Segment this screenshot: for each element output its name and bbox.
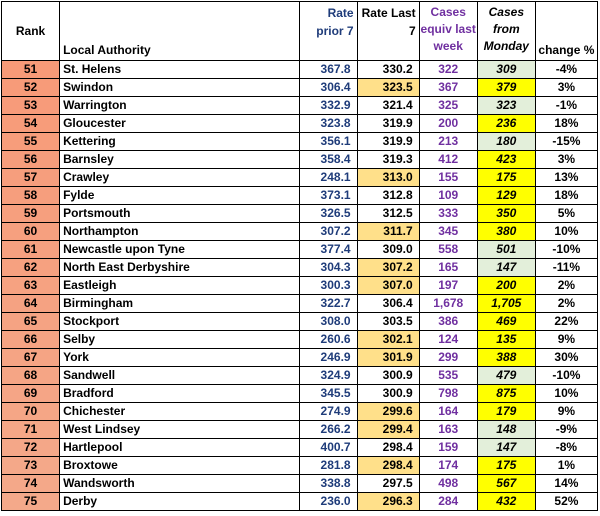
cases-equiv-cell: 386 <box>419 313 477 331</box>
rank-cell: 73 <box>2 457 60 475</box>
rate-last-cell: 330.2 <box>357 61 419 79</box>
cases-equiv-cell: 200 <box>419 115 477 133</box>
local-authority-cell: Portsmouth <box>60 205 300 223</box>
cases-monday-cell: 1,705 <box>477 295 535 313</box>
rate-prior-cell: 358.4 <box>300 151 357 169</box>
header-cases-equiv-line3: week <box>433 39 463 53</box>
local-authority-cell: Newcastle upon Tyne <box>60 241 300 259</box>
change-cell: 10% <box>535 385 597 403</box>
table-row <box>2 331 598 349</box>
rank-cell: 66 <box>2 331 60 349</box>
cases-monday-cell: 175 <box>477 169 535 187</box>
table-row <box>2 115 598 133</box>
rate-last-cell: 298.4 <box>357 439 419 457</box>
cases-equiv-cell: 498 <box>419 475 477 493</box>
change-cell: -10% <box>535 241 597 259</box>
rank-cell: 63 <box>2 277 60 295</box>
cases-equiv-cell: 159 <box>419 439 477 457</box>
cases-monday-cell: 236 <box>477 115 535 133</box>
local-authority-cell: Swindon <box>60 79 300 97</box>
rank-cell: 69 <box>2 385 60 403</box>
table-row <box>2 223 598 241</box>
rank-cell: 67 <box>2 349 60 367</box>
rate-prior-cell: 248.1 <box>300 169 357 187</box>
cases-monday-cell: 567 <box>477 475 535 493</box>
cases-equiv-cell: 558 <box>419 241 477 259</box>
change-cell: 3% <box>535 79 597 97</box>
local-authority-cell: Gloucester <box>60 115 300 133</box>
rank-cell: 75 <box>2 493 60 511</box>
rank-cell: 52 <box>2 79 60 97</box>
cases-equiv-cell: 124 <box>419 331 477 349</box>
rank-cell: 60 <box>2 223 60 241</box>
header-row <box>2 2 598 61</box>
rank-cell: 72 <box>2 439 60 457</box>
rate-last-cell: 311.7 <box>357 223 419 241</box>
cases-monday-cell: 180 <box>477 133 535 151</box>
header-cases-monday-line3: Monday <box>483 39 529 53</box>
table-row <box>2 277 598 295</box>
cases-equiv-cell: 155 <box>419 169 477 187</box>
rate-last-cell: 323.5 <box>357 79 419 97</box>
cases-equiv-cell: 284 <box>419 493 477 511</box>
rate-last-cell: 300.9 <box>357 385 419 403</box>
cases-monday-cell: 175 <box>477 457 535 475</box>
local-authority-cell: Sandwell <box>60 367 300 385</box>
cases-monday-cell: 469 <box>477 313 535 331</box>
cases-equiv-cell: 1,678 <box>419 295 477 313</box>
local-authority-cell: Eastleigh <box>60 277 300 295</box>
table-row <box>2 97 598 115</box>
local-authority-cell: West Lindsey <box>60 421 300 439</box>
header-cases-monday <box>477 2 535 61</box>
cases-monday-cell: 129 <box>477 187 535 205</box>
header-rate-prior-line2: prior 7 <box>316 24 354 38</box>
rank-cell: 70 <box>2 403 60 421</box>
cases-monday-cell: 323 <box>477 97 535 115</box>
cases-equiv-cell: 164 <box>419 403 477 421</box>
cases-equiv-cell: 798 <box>419 385 477 403</box>
rate-prior-cell: 323.8 <box>300 115 357 133</box>
rate-last-cell: 299.4 <box>357 421 419 439</box>
change-cell: 18% <box>535 115 597 133</box>
header-rank: Rank <box>2 2 60 61</box>
local-authority-cell: Barnsley <box>60 151 300 169</box>
rate-prior-cell: 326.5 <box>300 205 357 223</box>
cases-equiv-cell: 163 <box>419 421 477 439</box>
table-row <box>2 475 598 493</box>
change-cell: 1% <box>535 457 597 475</box>
change-cell: -9% <box>535 421 597 439</box>
header-rate-prior-line1: Rate <box>327 6 354 20</box>
rate-prior-cell: 322.7 <box>300 295 357 313</box>
change-cell: 18% <box>535 187 597 205</box>
change-cell: 52% <box>535 493 597 511</box>
change-cell: 30% <box>535 349 597 367</box>
rank-cell: 61 <box>2 241 60 259</box>
change-cell: 10% <box>535 223 597 241</box>
rate-prior-cell: 304.3 <box>300 259 357 277</box>
local-authority-cell: Northampton <box>60 223 300 241</box>
table-row <box>2 259 598 277</box>
rate-prior-cell: 246.9 <box>300 349 357 367</box>
rank-cell: 74 <box>2 475 60 493</box>
rate-prior-cell: 300.3 <box>300 277 357 295</box>
rank-cell: 62 <box>2 259 60 277</box>
header-local-authority: Local Authority <box>60 2 300 61</box>
table-row <box>2 295 598 313</box>
cases-equiv-cell: 345 <box>419 223 477 241</box>
local-authority-cell: North East Derbyshire <box>60 259 300 277</box>
change-cell: 14% <box>535 475 597 493</box>
table-body <box>2 61 598 511</box>
change-cell: -4% <box>535 61 597 79</box>
rate-prior-cell: 281.8 <box>300 457 357 475</box>
rate-prior-cell: 377.4 <box>300 241 357 259</box>
cases-equiv-cell: 165 <box>419 259 477 277</box>
local-authority-cell: Wandsworth <box>60 475 300 493</box>
table-row <box>2 367 598 385</box>
change-cell: -10% <box>535 367 597 385</box>
cases-monday-cell: 388 <box>477 349 535 367</box>
rate-last-cell: 309.0 <box>357 241 419 259</box>
change-cell: 5% <box>535 205 597 223</box>
rate-prior-cell: 400.7 <box>300 439 357 457</box>
rate-prior-cell: 236.0 <box>300 493 357 511</box>
cases-monday-cell: 875 <box>477 385 535 403</box>
header-cases-equiv <box>419 2 477 61</box>
rate-last-cell: 296.3 <box>357 493 419 511</box>
cases-monday-cell: 147 <box>477 439 535 457</box>
header-cases-monday-line1: Cases <box>488 5 524 19</box>
cases-monday-cell: 479 <box>477 367 535 385</box>
rank-cell: 53 <box>2 97 60 115</box>
rate-last-cell: 303.5 <box>357 313 419 331</box>
change-cell: 9% <box>535 403 597 421</box>
change-cell: 13% <box>535 169 597 187</box>
rate-last-cell: 302.1 <box>357 331 419 349</box>
table-row <box>2 79 598 97</box>
cases-equiv-cell: 109 <box>419 187 477 205</box>
local-authority-cell: Kettering <box>60 133 300 151</box>
cases-equiv-cell: 325 <box>419 97 477 115</box>
rank-cell: 54 <box>2 115 60 133</box>
cases-monday-cell: 200 <box>477 277 535 295</box>
cases-equiv-cell: 174 <box>419 457 477 475</box>
header-rate-prior <box>300 2 357 61</box>
rate-prior-cell: 373.1 <box>300 187 357 205</box>
table-row <box>2 61 598 79</box>
cases-monday-cell: 135 <box>477 331 535 349</box>
rate-prior-cell: 306.4 <box>300 79 357 97</box>
rate-prior-cell: 338.8 <box>300 475 357 493</box>
rank-cell: 56 <box>2 151 60 169</box>
local-authority-cell: Hartlepool <box>60 439 300 457</box>
local-authority-cell: Warrington <box>60 97 300 115</box>
cases-monday-cell: 309 <box>477 61 535 79</box>
change-cell: 2% <box>535 277 597 295</box>
cases-monday-cell: 423 <box>477 151 535 169</box>
change-cell: 2% <box>535 295 597 313</box>
table-row <box>2 457 598 475</box>
table-row <box>2 151 598 169</box>
local-authority-cell: Fylde <box>60 187 300 205</box>
rate-last-cell: 321.4 <box>357 97 419 115</box>
table-row <box>2 133 598 151</box>
rate-prior-cell: 266.2 <box>300 421 357 439</box>
change-cell: 9% <box>535 331 597 349</box>
local-authority-cell: York <box>60 349 300 367</box>
header-change: change % <box>535 2 597 61</box>
table-row <box>2 349 598 367</box>
table-row <box>2 187 598 205</box>
table-row <box>2 169 598 187</box>
header-cases-equiv-line1: Cases <box>430 5 466 19</box>
table-row <box>2 385 598 403</box>
rates-table <box>1 1 598 511</box>
rate-last-cell: 319.9 <box>357 133 419 151</box>
rate-last-cell: 307.0 <box>357 277 419 295</box>
cases-monday-cell: 501 <box>477 241 535 259</box>
cases-equiv-cell: 535 <box>419 367 477 385</box>
table-row <box>2 205 598 223</box>
rate-prior-cell: 260.6 <box>300 331 357 349</box>
local-authority-cell: Selby <box>60 331 300 349</box>
change-cell: -1% <box>535 97 597 115</box>
rank-cell: 68 <box>2 367 60 385</box>
rank-cell: 64 <box>2 295 60 313</box>
local-authority-cell: Broxtowe <box>60 457 300 475</box>
rate-last-cell: 312.5 <box>357 205 419 223</box>
header-cases-equiv-line2: equiv last <box>420 22 476 36</box>
rank-cell: 57 <box>2 169 60 187</box>
table-row <box>2 439 598 457</box>
header-rate-last <box>357 2 419 61</box>
cases-equiv-cell: 197 <box>419 277 477 295</box>
rate-last-cell: 299.6 <box>357 403 419 421</box>
cases-monday-cell: 350 <box>477 205 535 223</box>
rate-last-cell: 312.8 <box>357 187 419 205</box>
rate-last-cell: 300.9 <box>357 367 419 385</box>
table-row <box>2 403 598 421</box>
cases-monday-cell: 432 <box>477 493 535 511</box>
table-row <box>2 493 598 511</box>
local-authority-cell: Derby <box>60 493 300 511</box>
rate-last-cell: 306.4 <box>357 295 419 313</box>
local-authority-cell: St. Helens <box>60 61 300 79</box>
rate-prior-cell: 345.5 <box>300 385 357 403</box>
rate-prior-cell: 367.8 <box>300 61 357 79</box>
cases-equiv-cell: 299 <box>419 349 477 367</box>
table-row <box>2 421 598 439</box>
cases-equiv-cell: 322 <box>419 61 477 79</box>
rate-prior-cell: 332.9 <box>300 97 357 115</box>
change-cell: 3% <box>535 151 597 169</box>
cases-equiv-cell: 412 <box>419 151 477 169</box>
rate-prior-cell: 324.9 <box>300 367 357 385</box>
rate-last-cell: 297.5 <box>357 475 419 493</box>
cases-monday-cell: 148 <box>477 421 535 439</box>
change-cell: -8% <box>535 439 597 457</box>
rate-prior-cell: 274.9 <box>300 403 357 421</box>
rate-prior-cell: 308.0 <box>300 313 357 331</box>
cases-equiv-cell: 213 <box>419 133 477 151</box>
rate-prior-cell: 307.2 <box>300 223 357 241</box>
rate-last-cell: 307.2 <box>357 259 419 277</box>
rank-cell: 71 <box>2 421 60 439</box>
local-authority-cell: Chichester <box>60 403 300 421</box>
rate-last-cell: 298.4 <box>357 457 419 475</box>
rank-cell: 51 <box>2 61 60 79</box>
cases-equiv-cell: 367 <box>419 79 477 97</box>
rate-last-cell: 301.9 <box>357 349 419 367</box>
rank-cell: 55 <box>2 133 60 151</box>
rank-cell: 65 <box>2 313 60 331</box>
header-rate-last-line1: Rate Last <box>361 6 416 20</box>
rate-last-cell: 313.0 <box>357 169 419 187</box>
change-cell: 22% <box>535 313 597 331</box>
local-authority-cell: Crawley <box>60 169 300 187</box>
table-row <box>2 313 598 331</box>
cases-monday-cell: 380 <box>477 223 535 241</box>
rate-last-cell: 319.3 <box>357 151 419 169</box>
cases-monday-cell: 379 <box>477 79 535 97</box>
change-cell: -11% <box>535 259 597 277</box>
local-authority-cell: Birmingham <box>60 295 300 313</box>
local-authority-cell: Stockport <box>60 313 300 331</box>
rate-prior-cell: 356.1 <box>300 133 357 151</box>
local-authority-cell: Bradford <box>60 385 300 403</box>
rank-cell: 58 <box>2 187 60 205</box>
cases-equiv-cell: 333 <box>419 205 477 223</box>
header-rate-last-line2: 7 <box>408 24 416 38</box>
cases-monday-cell: 179 <box>477 403 535 421</box>
header-cases-monday-line2: from <box>492 22 520 36</box>
table-row <box>2 241 598 259</box>
change-cell: -15% <box>535 133 597 151</box>
rate-last-cell: 319.9 <box>357 115 419 133</box>
cases-monday-cell: 147 <box>477 259 535 277</box>
rank-cell: 59 <box>2 205 60 223</box>
